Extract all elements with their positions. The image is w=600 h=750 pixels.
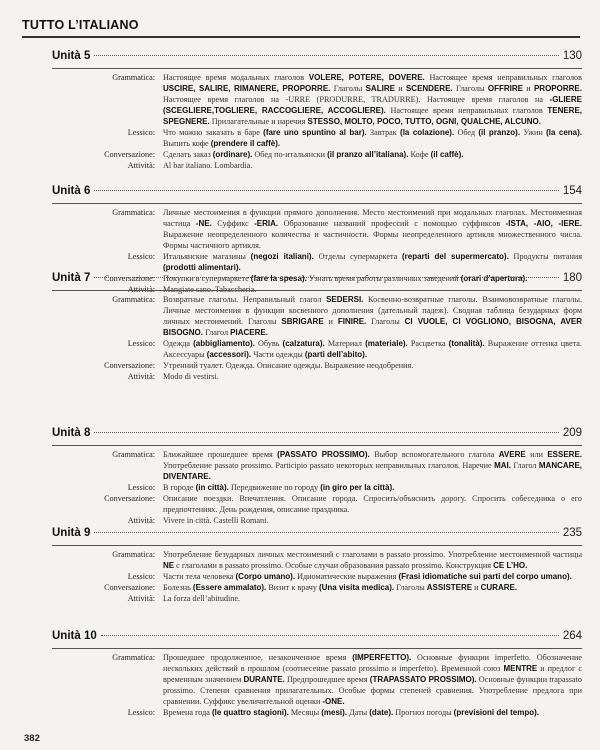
row-label: Attività:: [127, 372, 155, 381]
text-run: Глагол: [510, 461, 539, 470]
text-run: Суффикс: [211, 219, 255, 228]
row-label: Grammatica:: [112, 550, 155, 559]
unit-title: Unità 6: [52, 185, 91, 197]
bold-term: (fare uno spuntino al bar).: [263, 128, 367, 137]
row-text: [163, 549, 582, 571]
text-run: La forza dell’abitudine.: [163, 594, 241, 603]
unit-heading[interactable]: [52, 630, 582, 646]
row-text: [163, 582, 582, 593]
bold-term: (IMPERFETTO).: [352, 653, 412, 662]
text-run: Отделы супермаркета: [313, 252, 403, 261]
content-row: [52, 251, 582, 273]
bold-term: USCIRE, SALIRE, RIMANERE, PROPORRE.: [163, 84, 331, 93]
bold-term: -GLIERE (SCEGLIERE,TOGLIERE, RACCOGLIERE, ACCOGLIERE).: [163, 95, 582, 115]
row-text: [163, 482, 582, 493]
unit-divider: [52, 545, 582, 546]
row-label: Grammatica:: [112, 295, 155, 304]
text-run: Обувь: [254, 339, 283, 348]
row-text: [163, 593, 582, 604]
bold-term: SBRIGARE: [281, 317, 324, 326]
text-run: Глаголы: [330, 84, 366, 93]
content-row: [52, 149, 582, 160]
row-text: [163, 360, 582, 371]
text-run: Выражение неопределенного количества и частичности. Формы неопределенного артикля множественного числа. Формы частичного артикля.: [163, 230, 582, 250]
text-run: Глагол: [203, 328, 231, 337]
unit-title: Unità 5: [52, 50, 91, 62]
bold-term: CI VUOLE, CI VOGLIONO, BISOGNA, AVER BISOGNO.: [163, 317, 582, 337]
row-label: Conversazione:: [104, 150, 155, 159]
bold-term: (parti dell’abito).: [304, 350, 368, 359]
bold-term: (fare la spesa).: [250, 274, 307, 283]
unit-divider: [52, 68, 582, 69]
text-run: и: [323, 317, 338, 326]
unit-section: [52, 50, 582, 171]
text-run: Прошедшее продолженное, незаконченное время: [163, 653, 353, 662]
row-label: Conversazione:: [104, 494, 155, 503]
text-run: Возвратные глаголы. Неправильный глагол: [163, 295, 327, 304]
unit-title: Unità 8: [52, 427, 91, 439]
text-run: Продукты питания: [508, 252, 582, 261]
text-run: Al bar italiano. Lombardia.: [163, 161, 253, 170]
text-run: Vivere in città. Castelli Romani.: [163, 516, 269, 525]
bold-term: ESSERE.: [547, 450, 583, 459]
text-run: Узнать время работы различных заведений: [306, 274, 461, 283]
bold-term: OFFRIRE: [487, 84, 523, 93]
text-run: и: [472, 583, 481, 592]
unit-divider: [52, 203, 582, 204]
bold-term: (il caffè).: [430, 150, 464, 159]
bold-term: MENTRE: [503, 664, 538, 673]
text-run: Ужин: [520, 128, 547, 137]
content-row: [52, 652, 582, 707]
row-label: Conversazione:: [104, 274, 155, 283]
bold-term: (Essere ammalato).: [192, 583, 267, 592]
unit-divider: [52, 290, 582, 291]
unit-heading[interactable]: [52, 50, 582, 66]
text-run: Части тела человека: [163, 572, 236, 581]
text-run: Выпить кофе: [163, 139, 211, 148]
bold-term: SEDERSI.: [326, 295, 364, 304]
bold-term: ASSISTERE: [426, 583, 473, 592]
unit-section: [52, 527, 582, 604]
text-run: Обед: [454, 128, 479, 137]
text-run: Итальянские магазины: [163, 252, 251, 261]
row-text: [163, 338, 582, 360]
bold-term: (tonalità).: [448, 339, 485, 348]
bold-term: (date).: [369, 708, 394, 717]
unit-heading[interactable]: [52, 185, 582, 201]
unit-title: Unità 10: [52, 630, 97, 642]
content-row: [52, 482, 582, 493]
text-run: Утренний туалет. Одежда. Описание одежды. Выражение неодобрения.: [163, 361, 414, 370]
bold-term: PROPORRE.: [533, 84, 582, 93]
text-run: Части одежды: [251, 350, 305, 359]
bold-term: (il pranzo all’italiana).: [327, 150, 409, 159]
row-text: [163, 493, 582, 515]
unit-divider: [52, 445, 582, 446]
row-label: Lessico:: [127, 572, 155, 581]
row-label: Grammatica:: [112, 450, 155, 459]
unit-page-number: 130: [562, 50, 582, 62]
row-label: Lessico:: [127, 128, 155, 137]
row-text: [163, 160, 582, 171]
unit-section: [52, 630, 582, 718]
content-row: [52, 493, 582, 515]
text-run: Что можно заказать в баре: [163, 128, 264, 137]
content-row: [52, 127, 582, 149]
bold-term: CE L’HO.: [493, 561, 528, 570]
text-run: Обед по-итальянски: [252, 150, 328, 159]
unit-section: [52, 272, 582, 382]
text-run: Кофе: [408, 150, 431, 159]
content-row: [52, 515, 582, 526]
row-label: Lessico:: [127, 252, 155, 261]
bold-term: (PASSATO PROSSIMO).: [277, 450, 370, 459]
unit-divider: [52, 648, 582, 649]
bold-term: PIACERE.: [230, 328, 268, 337]
bold-term: (orari d’apertura).: [460, 274, 528, 283]
page-number: 382: [24, 733, 40, 744]
row-label: Grammatica:: [112, 73, 155, 82]
bold-term: (Una visita medica).: [318, 583, 395, 592]
dot-leader: [94, 432, 558, 433]
unit-heading[interactable]: [52, 527, 582, 543]
text-run: Завтрак: [366, 128, 401, 137]
bold-term: (accessori).: [206, 350, 252, 359]
unit-page-number: 180: [562, 272, 582, 284]
text-run: Даты: [347, 708, 370, 717]
text-run: Глаголы: [394, 583, 427, 592]
content-row: [52, 371, 582, 382]
bold-term: (previsioni del tempo).: [453, 708, 540, 717]
running-header: [22, 6, 580, 38]
bold-term: -ERIA.: [254, 219, 279, 228]
bold-term: AVERE: [498, 450, 526, 459]
row-text: [163, 149, 582, 160]
row-label: Attività:: [127, 161, 155, 170]
text-run: Настоящее время глаголов на -URRE (PRODURRE, TRADURRE). Настоящее время глаголов на: [163, 95, 550, 104]
bold-term: (in città).: [195, 483, 229, 492]
text-run: Материал: [324, 339, 366, 348]
content-row: [52, 449, 582, 482]
row-text: [163, 449, 582, 482]
row-label: Grammatica:: [112, 208, 155, 217]
bold-term: -NE.: [195, 219, 212, 228]
row-text: [163, 251, 582, 273]
content-row: [52, 160, 582, 171]
text-run: Выражение оттенка цвета. Аксессуары: [163, 339, 582, 359]
unit-title: Unità 9: [52, 527, 91, 539]
row-label: Grammatica:: [112, 653, 155, 662]
row-text: [163, 294, 582, 338]
row-text: [163, 707, 582, 718]
row-label: Attività:: [127, 594, 155, 603]
text-run: Описание поездки. Впечатления. Описание города. Спросить/объяснить дорогу. Спросить собеседника о его предпочтениях. День рождения, описание праздника.: [163, 494, 582, 514]
unit-heading[interactable]: [52, 272, 582, 288]
text-run: Употребление passato prossimo. Participio passato некоторых неправильных глаголов. Наречие: [163, 461, 495, 470]
row-label: Lessico:: [127, 483, 155, 492]
bold-term: MAI.: [494, 461, 511, 470]
bold-term: STESSO, MOLTO, POCO, TUTTO, OGNI, QUALCHE, ALCUNO.: [307, 117, 541, 126]
bold-term: (materiale).: [365, 339, 408, 348]
row-text: [163, 72, 582, 127]
text-run: Mangiate sano. Tabaccheria.: [163, 285, 257, 294]
bold-term: (calzatura).: [282, 339, 325, 348]
text-run: или: [525, 450, 548, 459]
bold-term: (la cena).: [546, 128, 582, 137]
bold-term: (prendere il caffè).: [210, 139, 281, 148]
bold-term: (abbigliamento).: [193, 339, 255, 348]
text-run: Образование названий профессий с помощью суффиксов: [278, 219, 506, 228]
bold-term: (negozi italiani).: [250, 252, 314, 261]
content-row: [52, 207, 582, 251]
bold-term: (TRAPASSATO PROSSIMO).: [369, 675, 477, 684]
text-run: и предлог с временным значением: [163, 664, 582, 684]
bold-term: -ONE.: [322, 697, 345, 706]
dot-leader: [94, 190, 558, 191]
bold-term: MANCARE, DIVENTARE.: [163, 461, 582, 481]
bold-term: SCENDERE.: [405, 84, 453, 93]
text-run: Основные функции trapassato prossimo. Степени сравнения прилагательных. Особые формы степеней сравнения. Употребление предлога при сравнении. Суффикс увеличительной оценки: [163, 675, 582, 706]
bold-term: DURANTE.: [243, 675, 285, 684]
bold-term: (la colazione).: [400, 128, 455, 137]
book-title: TUTTO L’ITALIANO: [22, 18, 139, 32]
content-row: [52, 707, 582, 718]
bold-term: FINIRE.: [337, 317, 367, 326]
text-run: Глаголы: [452, 84, 488, 93]
row-text: [163, 515, 582, 526]
text-run: с глаголами в passato prossimo. Особые случаи образования passato prossimo. Конструкция: [174, 561, 494, 570]
unit-page-number: 154: [562, 185, 582, 197]
content-row: [52, 582, 582, 593]
text-run: Болезнь: [163, 583, 193, 592]
bold-term: NE: [163, 561, 175, 570]
row-label: Conversazione:: [104, 361, 155, 370]
bold-term: (reparti del supermercato).: [402, 252, 509, 261]
text-run: Выбор вспомогательного глагола: [369, 450, 499, 459]
content-row: [52, 549, 582, 571]
dot-leader: [94, 277, 558, 278]
text-run: Передвижение по городу: [228, 483, 321, 492]
content-row: [52, 72, 582, 127]
dot-leader: [101, 635, 559, 636]
text-run: Расцветка: [407, 339, 449, 348]
content-row: [52, 593, 582, 604]
text-run: Настоящее время модальных глаголов: [163, 73, 309, 82]
bold-term: -ISTA, -AIO, -IERE.: [505, 219, 582, 228]
content-row: [52, 360, 582, 371]
row-text: [163, 207, 582, 251]
bold-term: TENERE, SPEGNERE.: [163, 106, 583, 126]
text-run: Настоящее время неправильных глаголов: [385, 106, 548, 115]
text-run: Ближайшее прошедшее время: [163, 450, 278, 459]
bold-term: VOLERE, POTERE, DOVERE.: [308, 73, 425, 82]
text-run: Сделать заказ: [163, 150, 213, 159]
row-label: Lessico:: [127, 339, 155, 348]
text-run: Идиоматические выражения: [295, 572, 399, 581]
bold-term: (in giro per la città).: [320, 483, 395, 492]
text-run: Глаголы: [366, 317, 405, 326]
text-run: Основные функции imperfetto. Обозначение нескольких действий в прошлом (соотнесение passato prossimo и imperfetto). Временной союз: [163, 653, 582, 673]
dot-leader: [94, 55, 558, 56]
text-run: Личные местоимения в функции прямого дополнения. Место местоимений при модальных глаголах. Местоименная частица: [163, 208, 582, 228]
row-text: [163, 127, 582, 149]
text-run: Прилагательные и наречия: [209, 117, 308, 126]
bold-term: (prodotti alimentari).: [163, 263, 241, 272]
bold-term: (le quattro stagioni).: [211, 708, 289, 717]
row-label: Attività:: [127, 285, 155, 294]
unit-section: [52, 427, 582, 526]
row-text: [163, 571, 582, 582]
bold-term: (Corpo umano).: [235, 572, 296, 581]
text-run: Покупки в супермаркете: [163, 274, 251, 283]
text-run: Предпрошедшее время: [284, 675, 370, 684]
bold-term: (Frasi idiomatiche sui parti del corpo umano).: [398, 572, 572, 581]
row-label: Attività:: [127, 516, 155, 525]
content-row: [52, 338, 582, 360]
bold-term: CURARE.: [480, 583, 518, 592]
text-run: Употребление безударных личных местоимений с глаголами в passato prossimo. Употребление местоименной частицы: [163, 550, 582, 559]
text-run: и: [394, 84, 406, 93]
text-run: Времена года: [163, 708, 212, 717]
bold-term: (il pranzo).: [478, 128, 521, 137]
content-row: [52, 571, 582, 582]
unit-page-number: 235: [562, 527, 582, 539]
text-run: Modo di vestirsi.: [163, 372, 219, 381]
content-row: [52, 294, 582, 338]
row-label: Conversazione:: [104, 583, 155, 592]
text-run: Прогноз погоды: [393, 708, 454, 717]
text-run: Месяцы: [288, 708, 322, 717]
dot-leader: [94, 532, 558, 533]
text-run: Настоящее время неправильных глаголов: [424, 73, 583, 82]
bold-term: SALIRE: [365, 84, 395, 93]
unit-page-number: 209: [562, 427, 582, 439]
text-run: Косвенно-возвратные глаголы. Взаимовозвратные глаголы. Личные местоимения в функции косвенного дополнения (дательный падеж). Сводная таблица безударных форм личных местоимений. Глаголы: [163, 295, 582, 326]
unit-page-number: 264: [562, 630, 582, 642]
row-text: [163, 371, 582, 382]
text-run: и: [522, 84, 534, 93]
text-run: В городе: [163, 483, 196, 492]
unit-heading[interactable]: [52, 427, 582, 443]
unit-title: Unità 7: [52, 272, 91, 284]
bold-term: (ordinare).: [212, 150, 253, 159]
row-text: [163, 652, 582, 707]
row-label: Lessico:: [127, 708, 155, 717]
bold-term: (mesi).: [321, 708, 348, 717]
text-run: Одежда: [163, 339, 194, 348]
text-run: Визит к врачу: [266, 583, 319, 592]
